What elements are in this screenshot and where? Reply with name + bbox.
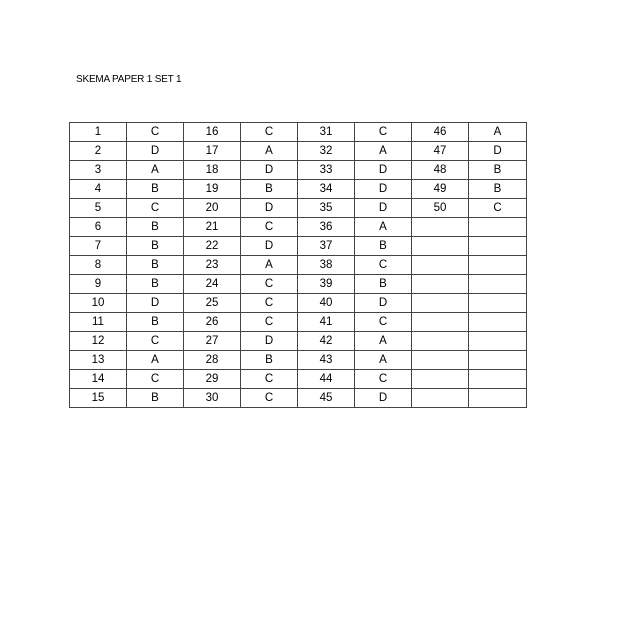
answer-cell: D	[355, 180, 412, 199]
question-number-cell: 39	[298, 275, 355, 294]
table-row	[70, 180, 527, 199]
question-number-cell: 19	[184, 180, 241, 199]
answer-cell: B	[127, 275, 184, 294]
table-row	[70, 275, 527, 294]
answer-cell: A	[127, 161, 184, 180]
answer-cell: B	[127, 180, 184, 199]
table-row	[70, 142, 527, 161]
question-number-cell: 20	[184, 199, 241, 218]
answer-cell: C	[355, 313, 412, 332]
question-number-cell: 15	[70, 389, 127, 408]
answer-cell: D	[241, 237, 298, 256]
question-number-cell: 32	[298, 142, 355, 161]
answer-cell: C	[127, 199, 184, 218]
question-number-cell: 28	[184, 351, 241, 370]
answer-cell	[469, 370, 527, 389]
answer-cell: B	[127, 218, 184, 237]
answer-cell: B	[241, 351, 298, 370]
question-number-cell: 27	[184, 332, 241, 351]
table-row	[70, 370, 527, 389]
answer-cell: D	[355, 199, 412, 218]
question-number-cell: 16	[184, 123, 241, 142]
question-number-cell: 6	[70, 218, 127, 237]
question-number-cell: 43	[298, 351, 355, 370]
question-number-cell: 23	[184, 256, 241, 275]
answer-cell: C	[241, 123, 298, 142]
answer-key-table	[69, 122, 527, 408]
answer-table-body	[70, 123, 527, 408]
answer-cell: D	[241, 199, 298, 218]
answer-cell: B	[127, 256, 184, 275]
question-number-cell	[412, 351, 469, 370]
question-number-cell: 34	[298, 180, 355, 199]
answer-cell: D	[127, 142, 184, 161]
question-number-cell	[412, 313, 469, 332]
answer-cell: D	[127, 294, 184, 313]
question-number-cell: 25	[184, 294, 241, 313]
question-number-cell: 9	[70, 275, 127, 294]
answer-cell: C	[355, 370, 412, 389]
answer-cell: C	[469, 199, 527, 218]
table-row	[70, 332, 527, 351]
question-number-cell: 22	[184, 237, 241, 256]
question-number-cell	[412, 275, 469, 294]
question-number-cell: 46	[412, 123, 469, 142]
answer-cell	[469, 294, 527, 313]
answer-cell	[469, 351, 527, 370]
question-number-cell: 47	[412, 142, 469, 161]
question-number-cell: 8	[70, 256, 127, 275]
question-number-cell: 45	[298, 389, 355, 408]
table-row	[70, 294, 527, 313]
answer-cell: C	[241, 389, 298, 408]
answer-cell: B	[127, 237, 184, 256]
answer-cell: C	[241, 313, 298, 332]
answer-cell: C	[355, 123, 412, 142]
question-number-cell: 49	[412, 180, 469, 199]
question-number-cell	[412, 237, 469, 256]
question-number-cell	[412, 218, 469, 237]
answer-cell: C	[127, 123, 184, 142]
question-number-cell: 50	[412, 199, 469, 218]
answer-cell: D	[355, 294, 412, 313]
question-number-cell: 21	[184, 218, 241, 237]
answer-cell: B	[241, 180, 298, 199]
question-number-cell: 17	[184, 142, 241, 161]
table-row	[70, 351, 527, 370]
answer-cell: B	[469, 161, 527, 180]
table-row	[70, 389, 527, 408]
question-number-cell: 12	[70, 332, 127, 351]
question-number-cell	[412, 256, 469, 275]
answer-cell: C	[241, 275, 298, 294]
answer-cell	[469, 313, 527, 332]
question-number-cell: 3	[70, 161, 127, 180]
question-number-cell: 26	[184, 313, 241, 332]
answer-cell: D	[355, 389, 412, 408]
answer-cell: A	[355, 351, 412, 370]
answer-cell	[469, 237, 527, 256]
question-number-cell: 41	[298, 313, 355, 332]
answer-cell: D	[241, 161, 298, 180]
question-number-cell: 33	[298, 161, 355, 180]
question-number-cell: 48	[412, 161, 469, 180]
question-number-cell: 14	[70, 370, 127, 389]
answer-cell: C	[127, 370, 184, 389]
question-number-cell: 31	[298, 123, 355, 142]
question-number-cell: 10	[70, 294, 127, 313]
question-number-cell: 4	[70, 180, 127, 199]
answer-cell: D	[469, 142, 527, 161]
question-number-cell: 5	[70, 199, 127, 218]
table-row	[70, 256, 527, 275]
question-number-cell: 29	[184, 370, 241, 389]
answer-cell: B	[355, 275, 412, 294]
question-number-cell: 42	[298, 332, 355, 351]
answer-cell: A	[355, 218, 412, 237]
question-number-cell: 13	[70, 351, 127, 370]
table-row	[70, 123, 527, 142]
answer-cell	[469, 332, 527, 351]
answer-cell: C	[241, 294, 298, 313]
answer-cell: B	[355, 237, 412, 256]
question-number-cell	[412, 389, 469, 408]
question-number-cell: 11	[70, 313, 127, 332]
question-number-cell	[412, 370, 469, 389]
answer-cell: A	[241, 256, 298, 275]
answer-cell: B	[127, 389, 184, 408]
table-row	[70, 199, 527, 218]
answer-cell: C	[355, 256, 412, 275]
answer-cell: B	[469, 180, 527, 199]
answer-cell: A	[355, 332, 412, 351]
answer-cell: A	[469, 123, 527, 142]
table-row	[70, 313, 527, 332]
answer-cell: C	[127, 332, 184, 351]
answer-cell: B	[127, 313, 184, 332]
table-row	[70, 218, 527, 237]
answer-cell: A	[241, 142, 298, 161]
table-row	[70, 161, 527, 180]
question-number-cell: 37	[298, 237, 355, 256]
question-number-cell: 24	[184, 275, 241, 294]
question-number-cell: 30	[184, 389, 241, 408]
answer-cell	[469, 218, 527, 237]
question-number-cell: 7	[70, 237, 127, 256]
answer-cell: A	[127, 351, 184, 370]
question-number-cell: 2	[70, 142, 127, 161]
question-number-cell: 35	[298, 199, 355, 218]
question-number-cell	[412, 332, 469, 351]
answer-cell	[469, 256, 527, 275]
answer-cell: D	[241, 332, 298, 351]
question-number-cell: 44	[298, 370, 355, 389]
question-number-cell: 40	[298, 294, 355, 313]
question-number-cell: 18	[184, 161, 241, 180]
answer-cell	[469, 275, 527, 294]
answer-cell: D	[355, 161, 412, 180]
question-number-cell: 1	[70, 123, 127, 142]
page-title: SKEMA PAPER 1 SET 1	[76, 74, 182, 85]
answer-cell: C	[241, 370, 298, 389]
table-row	[70, 237, 527, 256]
answer-cell: A	[355, 142, 412, 161]
question-number-cell	[412, 294, 469, 313]
answer-cell	[469, 389, 527, 408]
answer-cell: C	[241, 218, 298, 237]
question-number-cell: 36	[298, 218, 355, 237]
question-number-cell: 38	[298, 256, 355, 275]
